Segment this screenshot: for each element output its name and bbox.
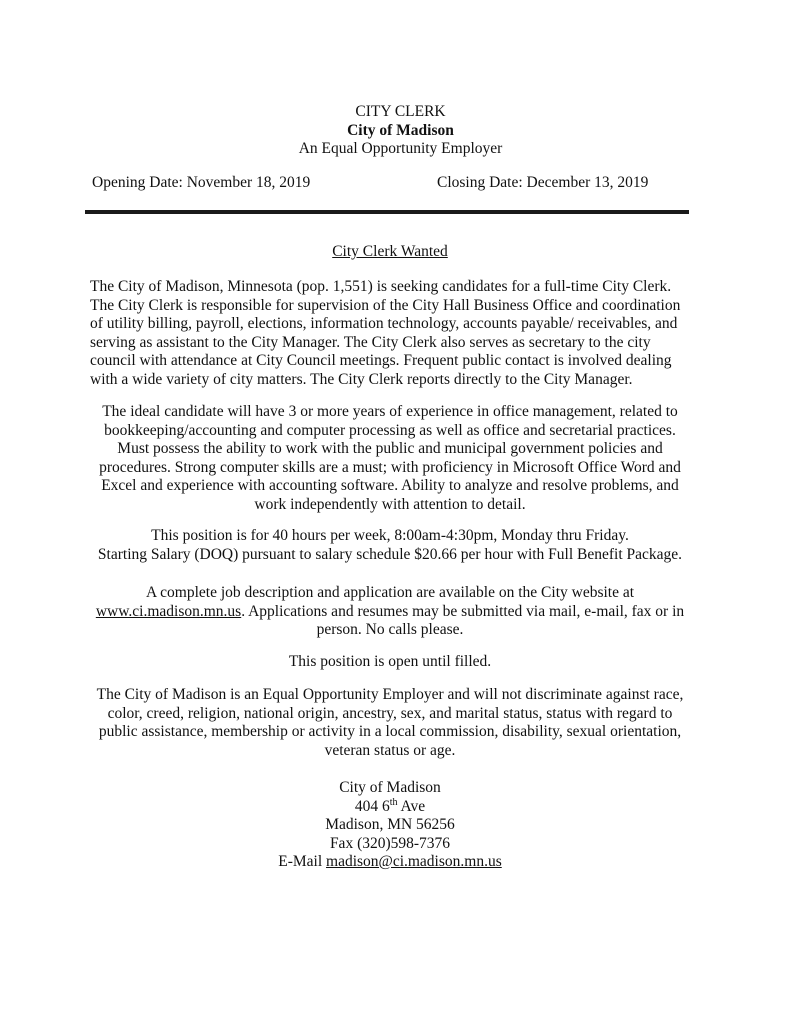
schedule-line: This position is for 40 hours per week, 8:00am-4:30pm, Monday thru Friday.	[151, 527, 629, 544]
salary-line: Starting Salary (DOQ) pursuant to salary schedule $20.66 per hour with Full Benefit Package.	[97, 545, 683, 563]
description-paragraph: The City of Madison, Minnesota (pop. 1,551) is seeking candidates for a full-time City Clerk. The City Clerk is responsible for supervision of the City Hall Business Office and coordination of utility billing, payroll, elections, information technology, accounts payable/ receivables, and serving as assistant to the City Manager. The City Clerk also serves as secretary to the city council with attendance at City Council meetings. Frequent public contact is involved dealing with a wide variety of city matters. The City Clerk reports directly to the City Manager.	[90, 278, 681, 388]
application-paragraph	[90, 584, 690, 640]
horizontal-divider	[85, 210, 689, 214]
website-link[interactable]: www.ci.madison.mn.us	[95, 602, 242, 620]
application-intro: A complete job description and application are available on the City website at	[145, 584, 635, 601]
opening-date: Opening Date: November 18, 2019	[92, 174, 311, 191]
contact-fax: Fax (320)598-7376	[329, 834, 451, 852]
header	[0, 103, 801, 159]
contact-email-line	[90, 853, 690, 872]
open-until-filled: This position is open until filled.	[288, 653, 492, 670]
email-link[interactable]: madison@ci.madison.mn.us	[326, 853, 502, 870]
street-number: 404 6	[354, 797, 390, 815]
position-title: CITY CLERK	[355, 103, 446, 120]
qualifications-paragraph: The ideal candidate will have 3 or more years of experience in office management, related to bookkeeping/accounting and computer processing as well as office and secretarial practices. Must possess the ability to work with the public and municipal government policies and procedures. Strong computer skills are a must; with proficiency in Microsoft Office Word and Excel and experience with accounting software. Ability to analyze and resolve problems, and work independently with attention to detail.	[99, 403, 681, 513]
contact-street	[90, 798, 690, 817]
equal-opportunity-line: An Equal Opportunity Employer	[298, 140, 503, 157]
email-label: E-Mail	[278, 853, 327, 870]
eoe-statement: The City of Madison is an Equal Opportunity Employer and will not discriminate against race, color, creed, religion, national origin, ancestry, sex, and marital status, status with regard to public assistance, membership or activity in a local commission, disability, sexual orientation, veteran status or age.	[96, 686, 684, 759]
street-suffix: th	[389, 796, 398, 808]
contact-city-state-zip: Madison, MN 56256	[325, 816, 455, 833]
street-name: Ave	[397, 797, 426, 815]
dates-row	[92, 174, 652, 194]
schedule-salary-block	[90, 527, 690, 564]
posting-heading-text: City Clerk Wanted	[332, 243, 448, 260]
contact-name: City of Madison	[339, 779, 441, 796]
application-rest: . Applications and resumes may be submitted via mail, e-mail, fax or in person. No calls please.	[241, 602, 685, 638]
closing-date: Closing Date: December 13, 2019	[437, 174, 649, 191]
contact-address	[90, 779, 690, 872]
employer-name: City of Madison	[347, 121, 454, 139]
posting-heading	[90, 243, 690, 262]
